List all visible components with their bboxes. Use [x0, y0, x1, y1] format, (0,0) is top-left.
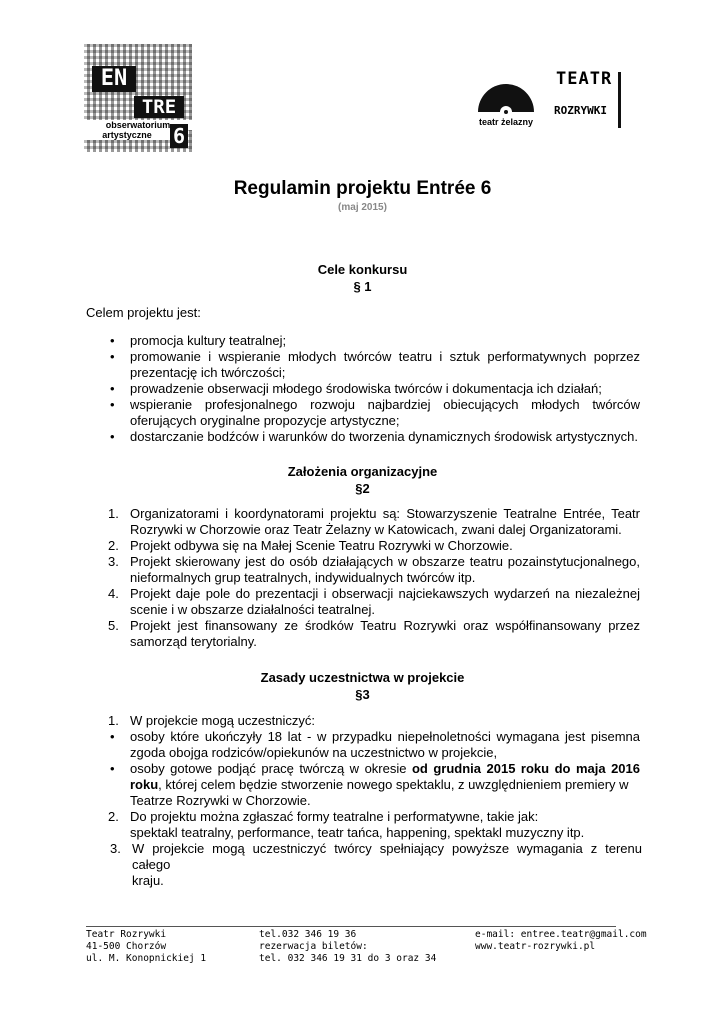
list-item: 4. Projekt daje pole do prezentacji i obserwacji najciekawszych wydarzeń na niezależnej scenie i w obszarze działalności teatralnej.	[108, 586, 640, 617]
list-item: 5. Projekt jest finansowany ze środków Teatru Rozrywki oraz współfinansowany przez samorząd terytorialny.	[108, 618, 640, 649]
list-item: • promocja kultury teatralnej;	[110, 333, 287, 348]
teatr-rozrywki-logo	[554, 68, 626, 132]
section3-title: Zasady uczestnictwa w projekcie	[260, 670, 465, 685]
rozrywki-logo-line1: TEATR	[556, 69, 613, 89]
footer-phones: tel.032 346 19 36 rezerwacja biletów: tel. 032 346 19 31 do 3 oraz 34	[259, 929, 437, 964]
section3-list	[108, 713, 640, 889]
rozrywki-logo-bar	[618, 72, 621, 128]
vinyl-record-icon	[474, 72, 538, 128]
list-item: 1. W projekcie mogą uczestniczyć:	[108, 713, 315, 728]
footer-contact	[475, 929, 647, 953]
footer-address: Teatr Rozrywki 41-500 Chorzów ul. M. Konopnickiej 1	[86, 929, 207, 964]
teatr-zelazny-logo	[474, 72, 538, 128]
list-item: 3. W projekcie mogą uczestniczyć twórcy spełniający powyższe wymagania z terenu całego kraju.	[110, 841, 642, 888]
list-item: • wspieranie profesjonalnego rozwoju najbardziej obiecujących młodych twórców oferujących oryginalne propozycje artystyczne;	[110, 397, 640, 428]
entree-logo-word1: EN	[92, 66, 136, 92]
list-item: 3. Projekt skierowany jest do osób działających w obszarze teatru pozainstytucjonalnego, nieformalnych grup teatralnych, indywidualnych twórców itp.	[108, 554, 640, 585]
entree-logo-caption-1: obserwatorium	[84, 120, 192, 130]
list-item: • osoby które ukończyły 18 lat - w przypadku niepełnoletności wymagana jest pisemna zgoda obojga rodziców/opiekunów na uczestnictwo w projekcie,	[110, 729, 640, 760]
section2-title: Założenia organizacyjne	[287, 464, 438, 479]
section1-heading	[0, 261, 725, 295]
document-subtitle: (maj 2015)	[338, 202, 387, 213]
section2-paragraph: §2	[355, 481, 370, 496]
entree-logo	[84, 44, 192, 152]
entree-logo-word2: TRE	[134, 96, 184, 118]
rozrywki-logo-line2: ROZRYWKI	[554, 104, 607, 117]
section1-list	[108, 333, 640, 445]
section2-list	[108, 506, 640, 650]
list-item: 1. Organizatorami i koordynatorami projektu są: Stowarzyszenie Teatralne Entrée, Teatr Rozrywki w Chorzowie oraz Teatr Żelazny w Katowicach, zwani dalej Organizatorami.	[108, 506, 640, 537]
entree-logo-letter: 6	[170, 124, 188, 148]
section2-heading	[0, 463, 725, 497]
teatr-zelazny-logo-text: teatr żelazny	[478, 117, 534, 127]
section1-paragraph: § 1	[353, 279, 372, 294]
section1-intro: Celem projektu jest:	[86, 305, 201, 320]
list-item: • prowadzenie obserwacji młodego środowiska twórców i dokumentacja ich działań;	[110, 381, 602, 396]
list-item: • dostarczanie bodźców i warunków do tworzenia dynamicznych środowisk artystycznych.	[110, 429, 638, 444]
entree-logo-caption-2: artystyczne	[84, 130, 170, 140]
section3-paragraph: §3	[355, 687, 370, 702]
document-title: Regulamin projektu Entrée 6	[233, 178, 492, 199]
footer-divider	[86, 926, 616, 927]
list-item: 2. Projekt odbywa się na Małej Scenie Teatru Rozrywki w Chorzowie.	[108, 538, 513, 553]
footer-email[interactable]: e-mail: entree.teatr@gmail.com	[475, 929, 647, 940]
list-item: 2. Do projektu można zgłaszać formy teatralne i performatywne, takie jak: spektakl teatralny, performance, teatr tańca, happening, spektakl muzyczny itp.	[108, 809, 585, 840]
section1-title: Cele konkursu	[317, 262, 408, 277]
footer-website[interactable]: www.teatr-rozrywki.pl	[475, 941, 596, 952]
list-item: • osoby gotowe podjąć pracę twórczą w okresie od grudnia 2015 roku do maja 2016 roku, której celem będzie stworzenie nowego spektaklu, z uwzględnieniem premiery w Teatrze Rozrywki w Chorzowie.	[110, 761, 640, 808]
list-item: • promowanie i wspieranie młodych twórców teatru i sztuk performatywnych poprzez prezentację ich twórczości;	[110, 349, 640, 380]
section3-heading	[0, 669, 725, 703]
